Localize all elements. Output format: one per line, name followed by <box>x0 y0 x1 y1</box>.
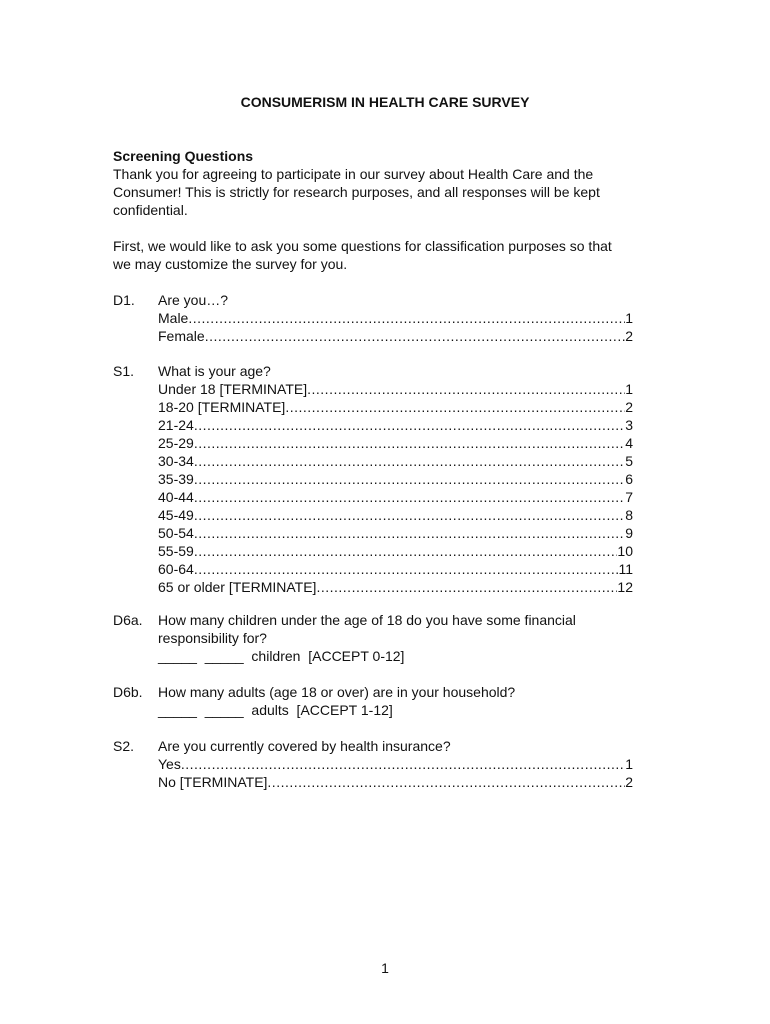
question-text: How many children under the age of 18 do you have some financial <box>158 612 576 628</box>
option-label: 35-39 <box>158 471 194 487</box>
option-code: 10 <box>617 543 633 559</box>
question-d6a <box>113 611 633 665</box>
dot-leader <box>267 773 625 791</box>
option-label: 40-44 <box>158 489 194 505</box>
section-heading: Screening Questions <box>113 148 254 164</box>
dot-leader <box>205 327 626 345</box>
intro-line: confidential. <box>113 202 188 218</box>
answer-option[interactable] <box>158 773 633 791</box>
intro-line: First, we would like to ask you some questions for classification purposes so that <box>113 238 612 254</box>
option-code: 9 <box>625 525 633 541</box>
option-code: 6 <box>625 471 633 487</box>
dot-leader <box>194 506 625 524</box>
question-text: How many adults (age 18 or over) are in your household? <box>158 684 516 700</box>
adults-count-field[interactable]: _____ _____ adults [ACCEPT 1-12] <box>158 702 393 718</box>
option-code: 4 <box>625 435 633 451</box>
answer-option[interactable] <box>158 542 633 560</box>
intro-section <box>113 147 653 219</box>
option-label: 45-49 <box>158 507 194 523</box>
answer-option[interactable] <box>158 380 633 398</box>
answer-option[interactable] <box>158 506 633 524</box>
question-text: Are you currently covered by health insurance? <box>158 738 451 754</box>
question-d6b <box>113 683 633 719</box>
dot-leader <box>194 470 625 488</box>
answer-option[interactable] <box>158 327 633 345</box>
dot-leader <box>194 560 619 578</box>
dot-leader <box>194 524 625 542</box>
dot-leader <box>188 309 625 327</box>
answer-option[interactable] <box>158 416 633 434</box>
question-text: What is your age? <box>158 363 271 379</box>
answer-option[interactable] <box>158 578 633 596</box>
option-code: 1 <box>625 310 633 326</box>
question-s2 <box>113 737 633 791</box>
answer-option[interactable] <box>158 398 633 416</box>
option-code: 12 <box>617 579 633 595</box>
option-label: 25-29 <box>158 435 194 451</box>
question-number: S1. <box>113 363 135 379</box>
question-text: Are you…? <box>158 292 229 308</box>
dot-leader <box>194 542 618 560</box>
answer-option[interactable] <box>158 434 633 452</box>
children-count-field[interactable]: _____ _____ children [ACCEPT 0-12] <box>158 648 405 664</box>
option-code: 2 <box>625 774 633 790</box>
dot-leader <box>307 380 625 398</box>
dot-leader <box>194 452 625 470</box>
option-label: 50-54 <box>158 525 194 541</box>
answer-option[interactable] <box>158 755 633 773</box>
option-code: 5 <box>625 453 633 469</box>
answer-option[interactable] <box>158 452 633 470</box>
answer-option[interactable] <box>158 488 633 506</box>
dot-leader <box>194 488 625 506</box>
option-label: 65 or older [TERMINATE] <box>158 579 317 595</box>
dot-leader <box>285 398 625 416</box>
option-label: 18-20 [TERMINATE] <box>158 399 286 415</box>
option-code: 7 <box>625 489 633 505</box>
option-label: 30-34 <box>158 453 194 469</box>
question-s1 <box>113 362 633 596</box>
option-label: Female <box>158 328 205 344</box>
option-label: 55-59 <box>158 543 194 559</box>
answer-option[interactable] <box>158 309 633 327</box>
answer-option[interactable] <box>158 524 633 542</box>
question-number: D6a. <box>113 612 143 628</box>
intro-line: Thank you for agreeing to participate in our survey about Health Care and the <box>113 166 594 182</box>
option-code: 1 <box>625 756 633 772</box>
option-code: 2 <box>625 399 633 415</box>
option-label: 21-24 <box>158 417 194 433</box>
dot-leader <box>194 416 625 434</box>
option-label: Yes <box>158 756 181 772</box>
question-text: responsibility for? <box>158 630 267 646</box>
option-label: Male <box>158 310 189 326</box>
intro-line: we may customize the survey for you. <box>113 256 348 272</box>
dot-leader <box>316 578 617 596</box>
question-number: D1. <box>113 292 135 308</box>
option-code: 8 <box>625 507 633 523</box>
intro-section-2 <box>113 237 653 273</box>
option-code: 1 <box>625 381 633 397</box>
option-label: Under 18 [TERMINATE] <box>158 381 308 397</box>
intro-line: Consumer! This is strictly for research purposes, and all responses will be kept <box>113 184 600 200</box>
document-title: CONSUMERISM IN HEALTH CARE SURVEY <box>240 94 530 110</box>
question-number: S2. <box>113 738 135 754</box>
dot-leader <box>194 434 625 452</box>
option-code: 3 <box>625 417 633 433</box>
question-number: D6b. <box>113 684 143 700</box>
answer-option[interactable] <box>158 470 633 488</box>
option-label: 60-64 <box>158 561 194 577</box>
option-code: 11 <box>618 561 633 577</box>
page-number: 1 <box>381 960 389 976</box>
question-d1 <box>113 291 633 345</box>
answer-option[interactable] <box>158 560 633 578</box>
option-label: No [TERMINATE] <box>158 774 268 790</box>
option-code: 2 <box>625 328 633 344</box>
dot-leader <box>181 755 625 773</box>
